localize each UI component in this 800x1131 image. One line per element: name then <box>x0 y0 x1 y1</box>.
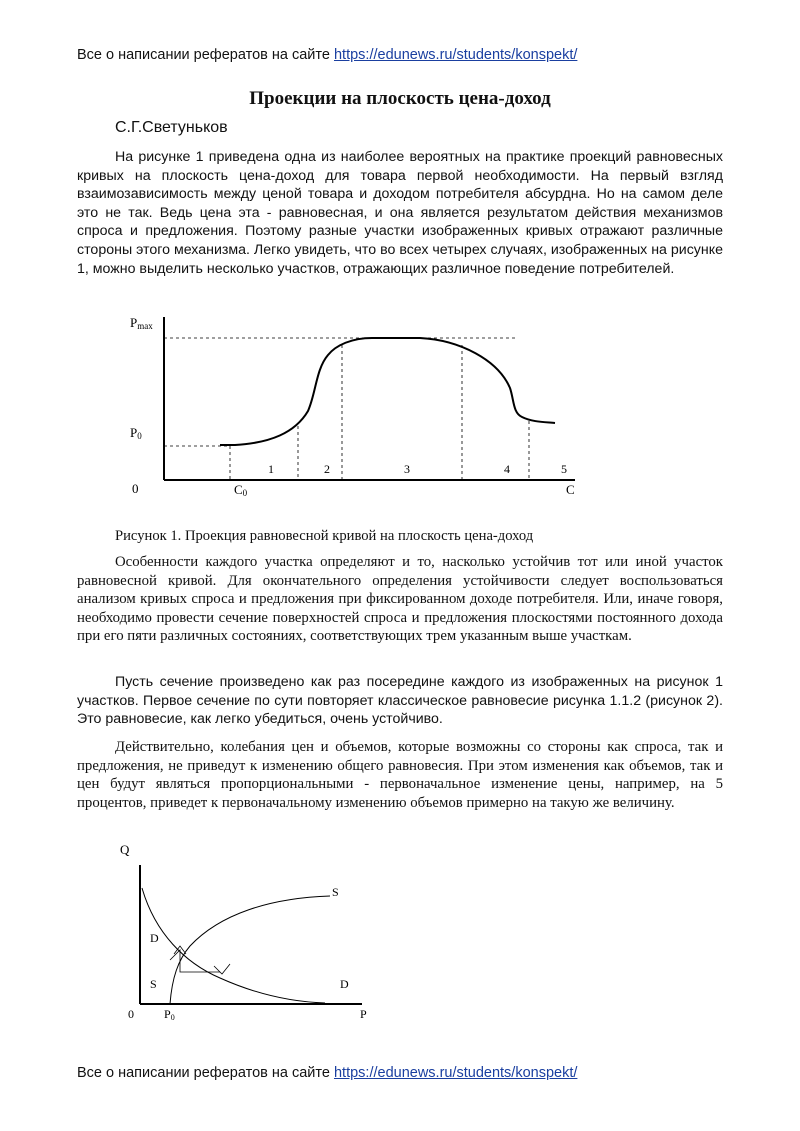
header-text: Все о написании рефератов на сайте <box>77 47 334 63</box>
fig2-p0-label: P0 <box>164 1007 175 1022</box>
figure-1-chart <box>120 305 590 505</box>
fig2-q-label: Q <box>120 842 130 857</box>
fig1-segment-2: 2 <box>324 462 330 476</box>
fig1-c0-label: C0 <box>234 482 248 498</box>
fig2-s-left-label: S <box>150 977 157 991</box>
figure-2-chart <box>110 838 380 1028</box>
page-footer <box>77 1065 577 1081</box>
paragraph-4: Действительно, колебания цен и объемов, которые возможны со стороны как спроса, так и предложения, не приведут к изменению общего равновесия. При этом изменения как объемов, так и цен будут являться пропорциональными - первоначальное изменение цены, например, на 5 процентов, приведет к первоначальному изменению объемов примерно на такую же величину. <box>77 739 723 811</box>
fig2-origin-label: 0 <box>128 1007 134 1021</box>
page-header <box>77 47 577 63</box>
fig2-d-right-label: D <box>340 977 349 991</box>
paragraph-2: Особенности каждого участка определяют и то, насколько устойчив тот или иной участок равновесной кривой. Для окончательного определения устойчивости следует воспользоваться анализом кривых спроса и предложения при фиксированном доходе потребителя. Или, иначе говоря, необходимо провести сечение поверхностей спроса и предложения плоскостями постоянного дохода при его пяти различных состояниях, соответствующих трем указанным выше участкам. <box>77 554 723 645</box>
fig1-segment-4: 4 <box>504 462 510 476</box>
fig2-d-left-label: D <box>150 931 159 945</box>
author-name: С.Г.Светуньков <box>115 119 228 136</box>
fig1-segment-3: 3 <box>404 462 410 476</box>
fig1-equilibrium-curve <box>220 338 555 445</box>
footer-text: Все о написании рефератов на сайте <box>77 1065 334 1081</box>
fig2-demand-curve <box>142 888 325 1003</box>
fig1-c-label: C <box>566 482 575 497</box>
figure-1-caption: Рисунок 1. Проекция равновесной кривой на плоскость цена-доход <box>115 528 534 544</box>
fig1-segment-5: 5 <box>561 462 567 476</box>
fig1-segment-1: 1 <box>268 462 274 476</box>
fig2-supply-curve <box>170 896 330 1004</box>
fig1-pmax-label: Pmax <box>130 315 153 331</box>
fig2-p-label: P <box>360 1007 367 1021</box>
footer-link[interactable]: https://edunews.ru/students/konspekt/ <box>333 1065 578 1081</box>
paragraph-3: Пусть сечение произведено как раз посередине каждого из изображенных на рисунок 1 участков. Первое сечение по сути повторяет классическое равновесие рисунка 1.1.2 (рисунок 2). Это равновесие, как легко убедиться, очень устойчиво. <box>77 674 723 728</box>
paragraph-1: На рисунке 1 приведена одна из наиболее вероятных на практике проекций равновесных кривых на плоскость цена-доход для товара первой необходимости. На первый взгляд взаимозависимость между ценой товара и доходом потребителя абсурдна. Но на самом деле это не так. Ведь цена эта - равновесная, и она является результатом действия механизмов спроса и предложения. Поэтому разные участки изображенных кривых отражают различные стороны этого механизма. Легко увидеть, что во всех четырех случаях, изображенных на рисунке 1, можно выделить несколько участков, отражающих различное поведение потребителей. <box>77 149 723 277</box>
fig2-s-top-label: S <box>332 885 339 899</box>
page-title: Проекции на плоскость цена-доход <box>249 88 551 109</box>
fig2-arrow-v <box>214 964 230 974</box>
fig1-origin-label: 0 <box>132 481 139 496</box>
fig1-p0-label: P0 <box>130 425 142 441</box>
header-link[interactable]: https://edunews.ru/students/konspekt/ <box>333 47 578 63</box>
